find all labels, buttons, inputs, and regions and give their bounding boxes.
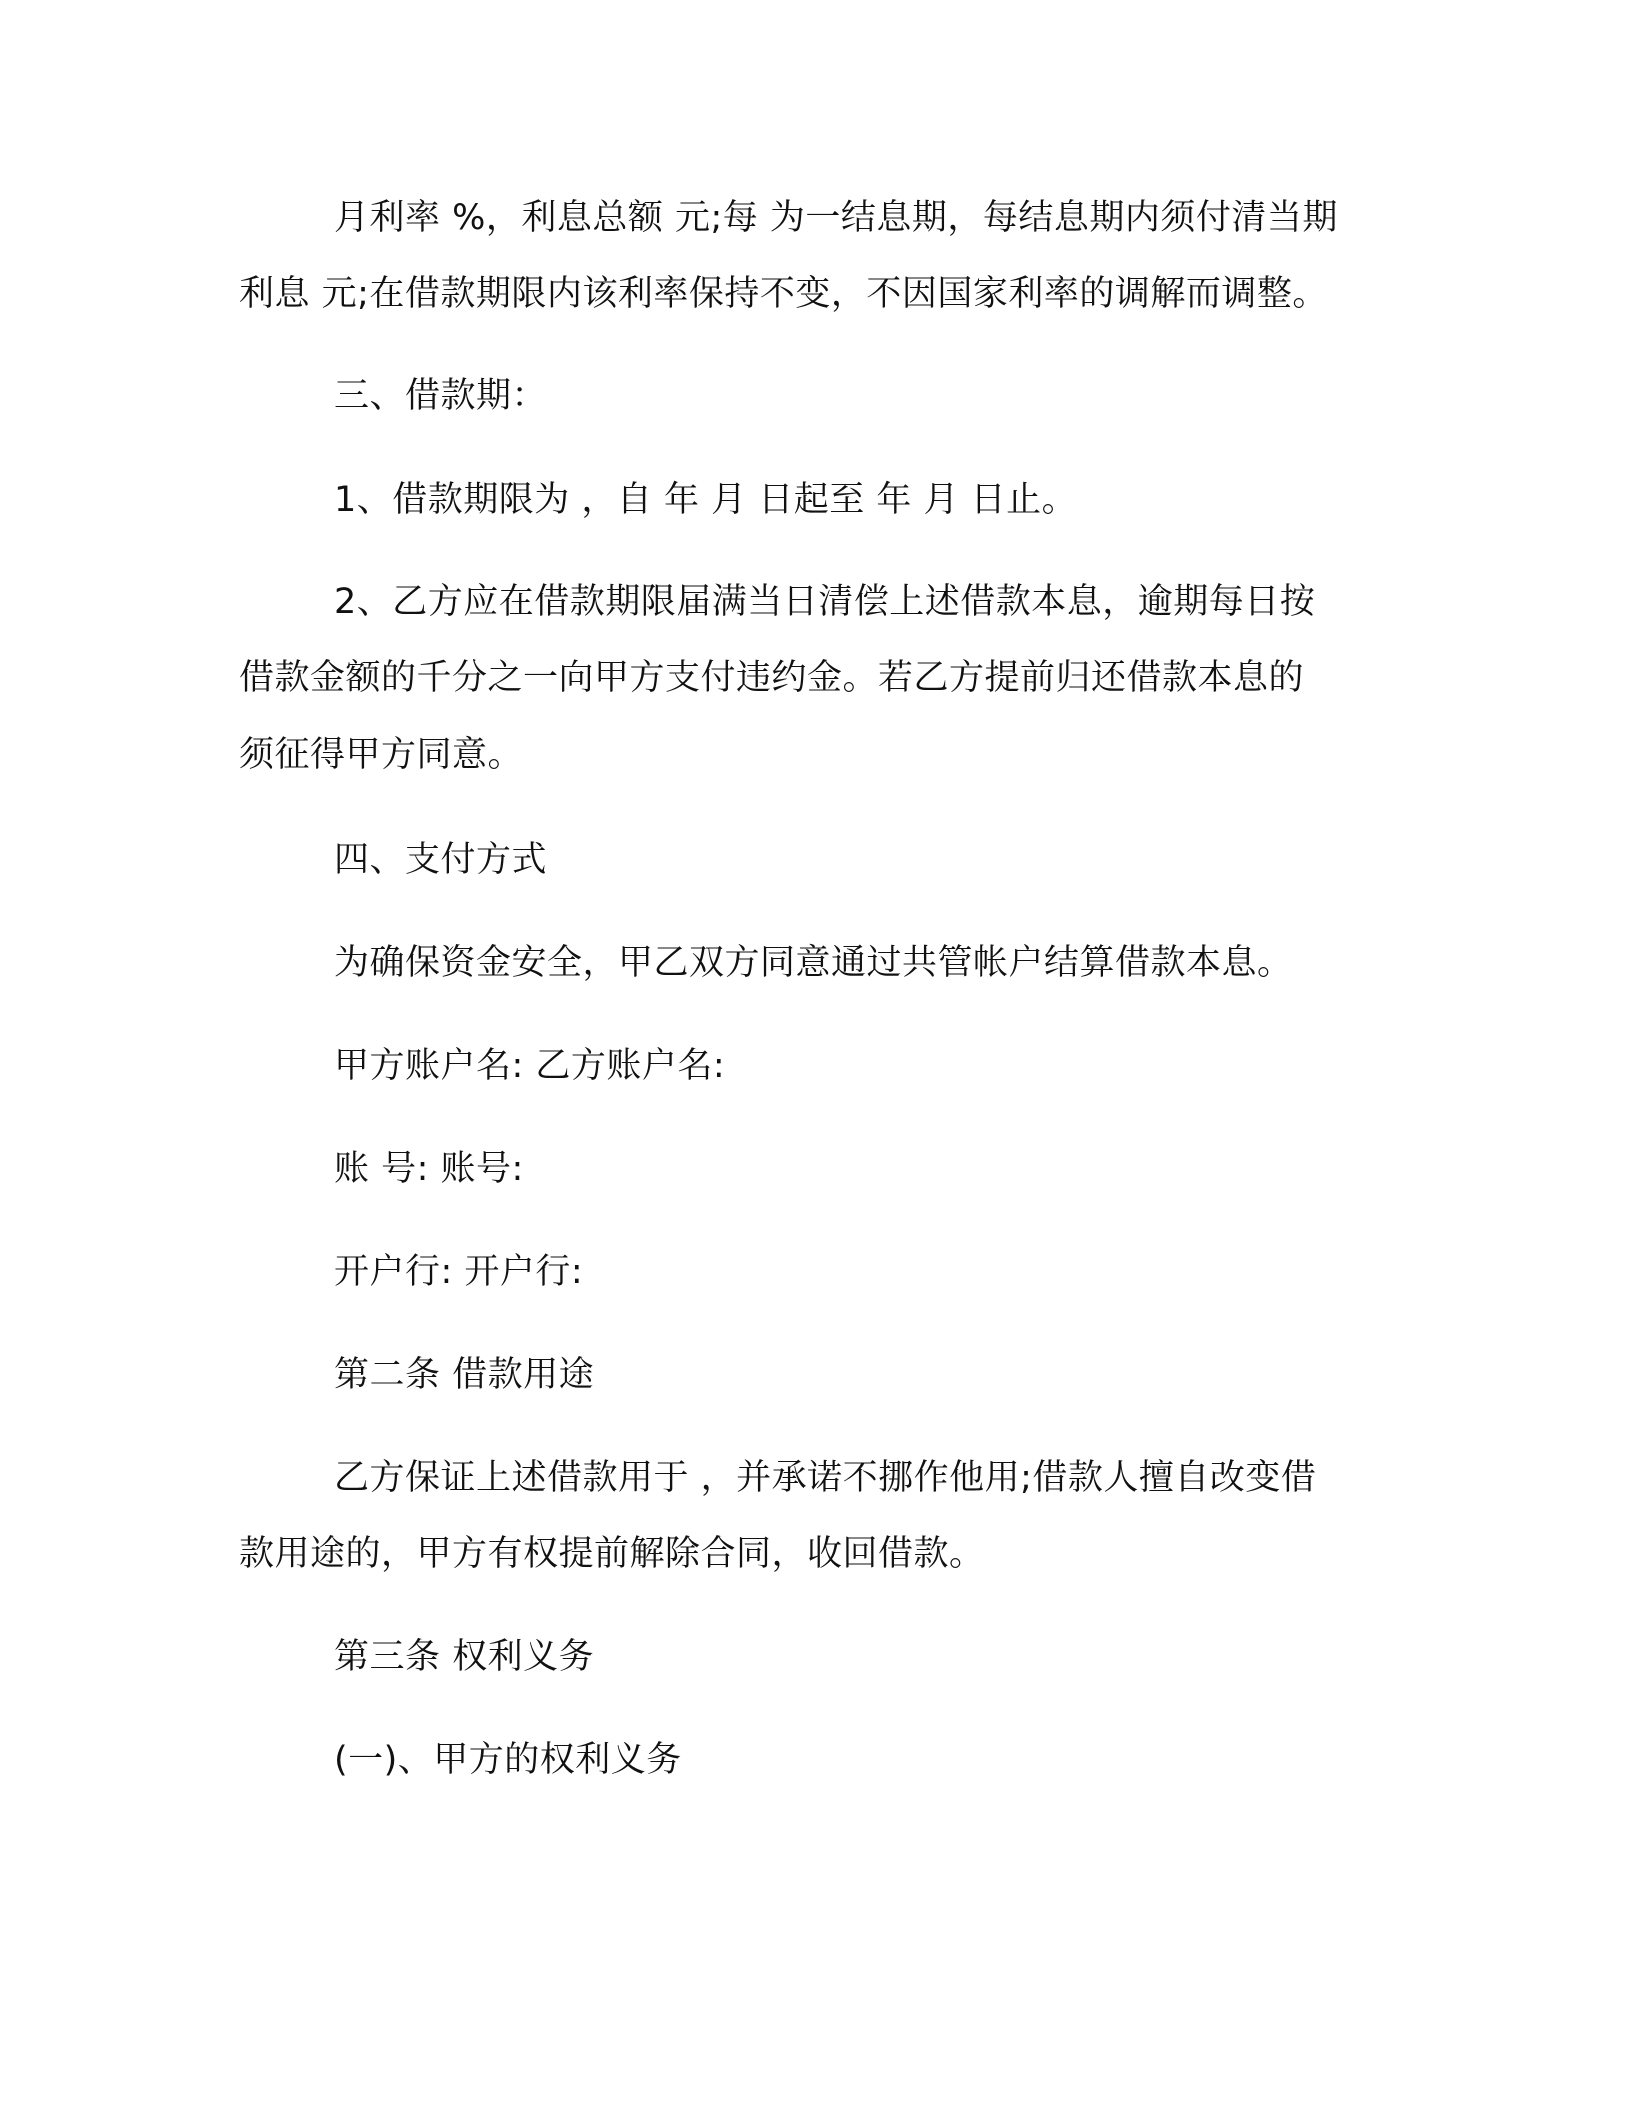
paragraph-loan-purpose-line-1: 乙方保证上述借款用于 ，并承诺不挪作他用;借款人擅自改变借 <box>334 1458 1317 1498</box>
heading-payment-method: 四、支付方式 <box>334 840 548 880</box>
subheading-party-a-rights: (一)、甲方的权利义务 <box>334 1740 682 1780</box>
clause-repayment-line-2: 借款金额的千分之一向甲方支付违约金。若乙方提前归还借款本息的 <box>239 658 1305 698</box>
paragraph-interest-line-2: 利息 元;在借款期限内该利率保持不变，不因国家利率的调解而调整。 <box>239 274 1328 314</box>
clause-loan-term: 1、借款期限为 ，自 年 月 日起至 年 月 日止。 <box>334 480 1078 520</box>
heading-article-3-rights-obligations: 第三条 权利义务 <box>334 1637 595 1677</box>
paragraph-loan-purpose-line-2: 款用途的，甲方有权提前解除合同，收回借款。 <box>239 1534 985 1574</box>
clause-repayment-line-3: 须征得甲方同意。 <box>239 735 524 775</box>
field-opening-banks: 开户行: 开户行: <box>334 1252 584 1292</box>
paragraph-interest-line-1: 月利率 %，利息总额 元;每 为一结息期，每结息期内须付清当期 <box>334 198 1338 238</box>
heading-loan-period: 三、借款期： <box>334 376 548 416</box>
clause-repayment-line-1: 2、乙方应在借款期限届满当日清偿上述借款本息，逾期每日按 <box>334 582 1316 622</box>
paragraph-joint-account: 为确保资金安全，甲乙双方同意通过共管帐户结算借款本息。 <box>334 943 1293 983</box>
field-account-names: 甲方账户名: 乙方账户名: <box>334 1046 726 1086</box>
heading-article-2-loan-purpose: 第二条 借款用途 <box>334 1355 595 1395</box>
field-account-numbers: 账 号: 账号: <box>334 1149 524 1189</box>
